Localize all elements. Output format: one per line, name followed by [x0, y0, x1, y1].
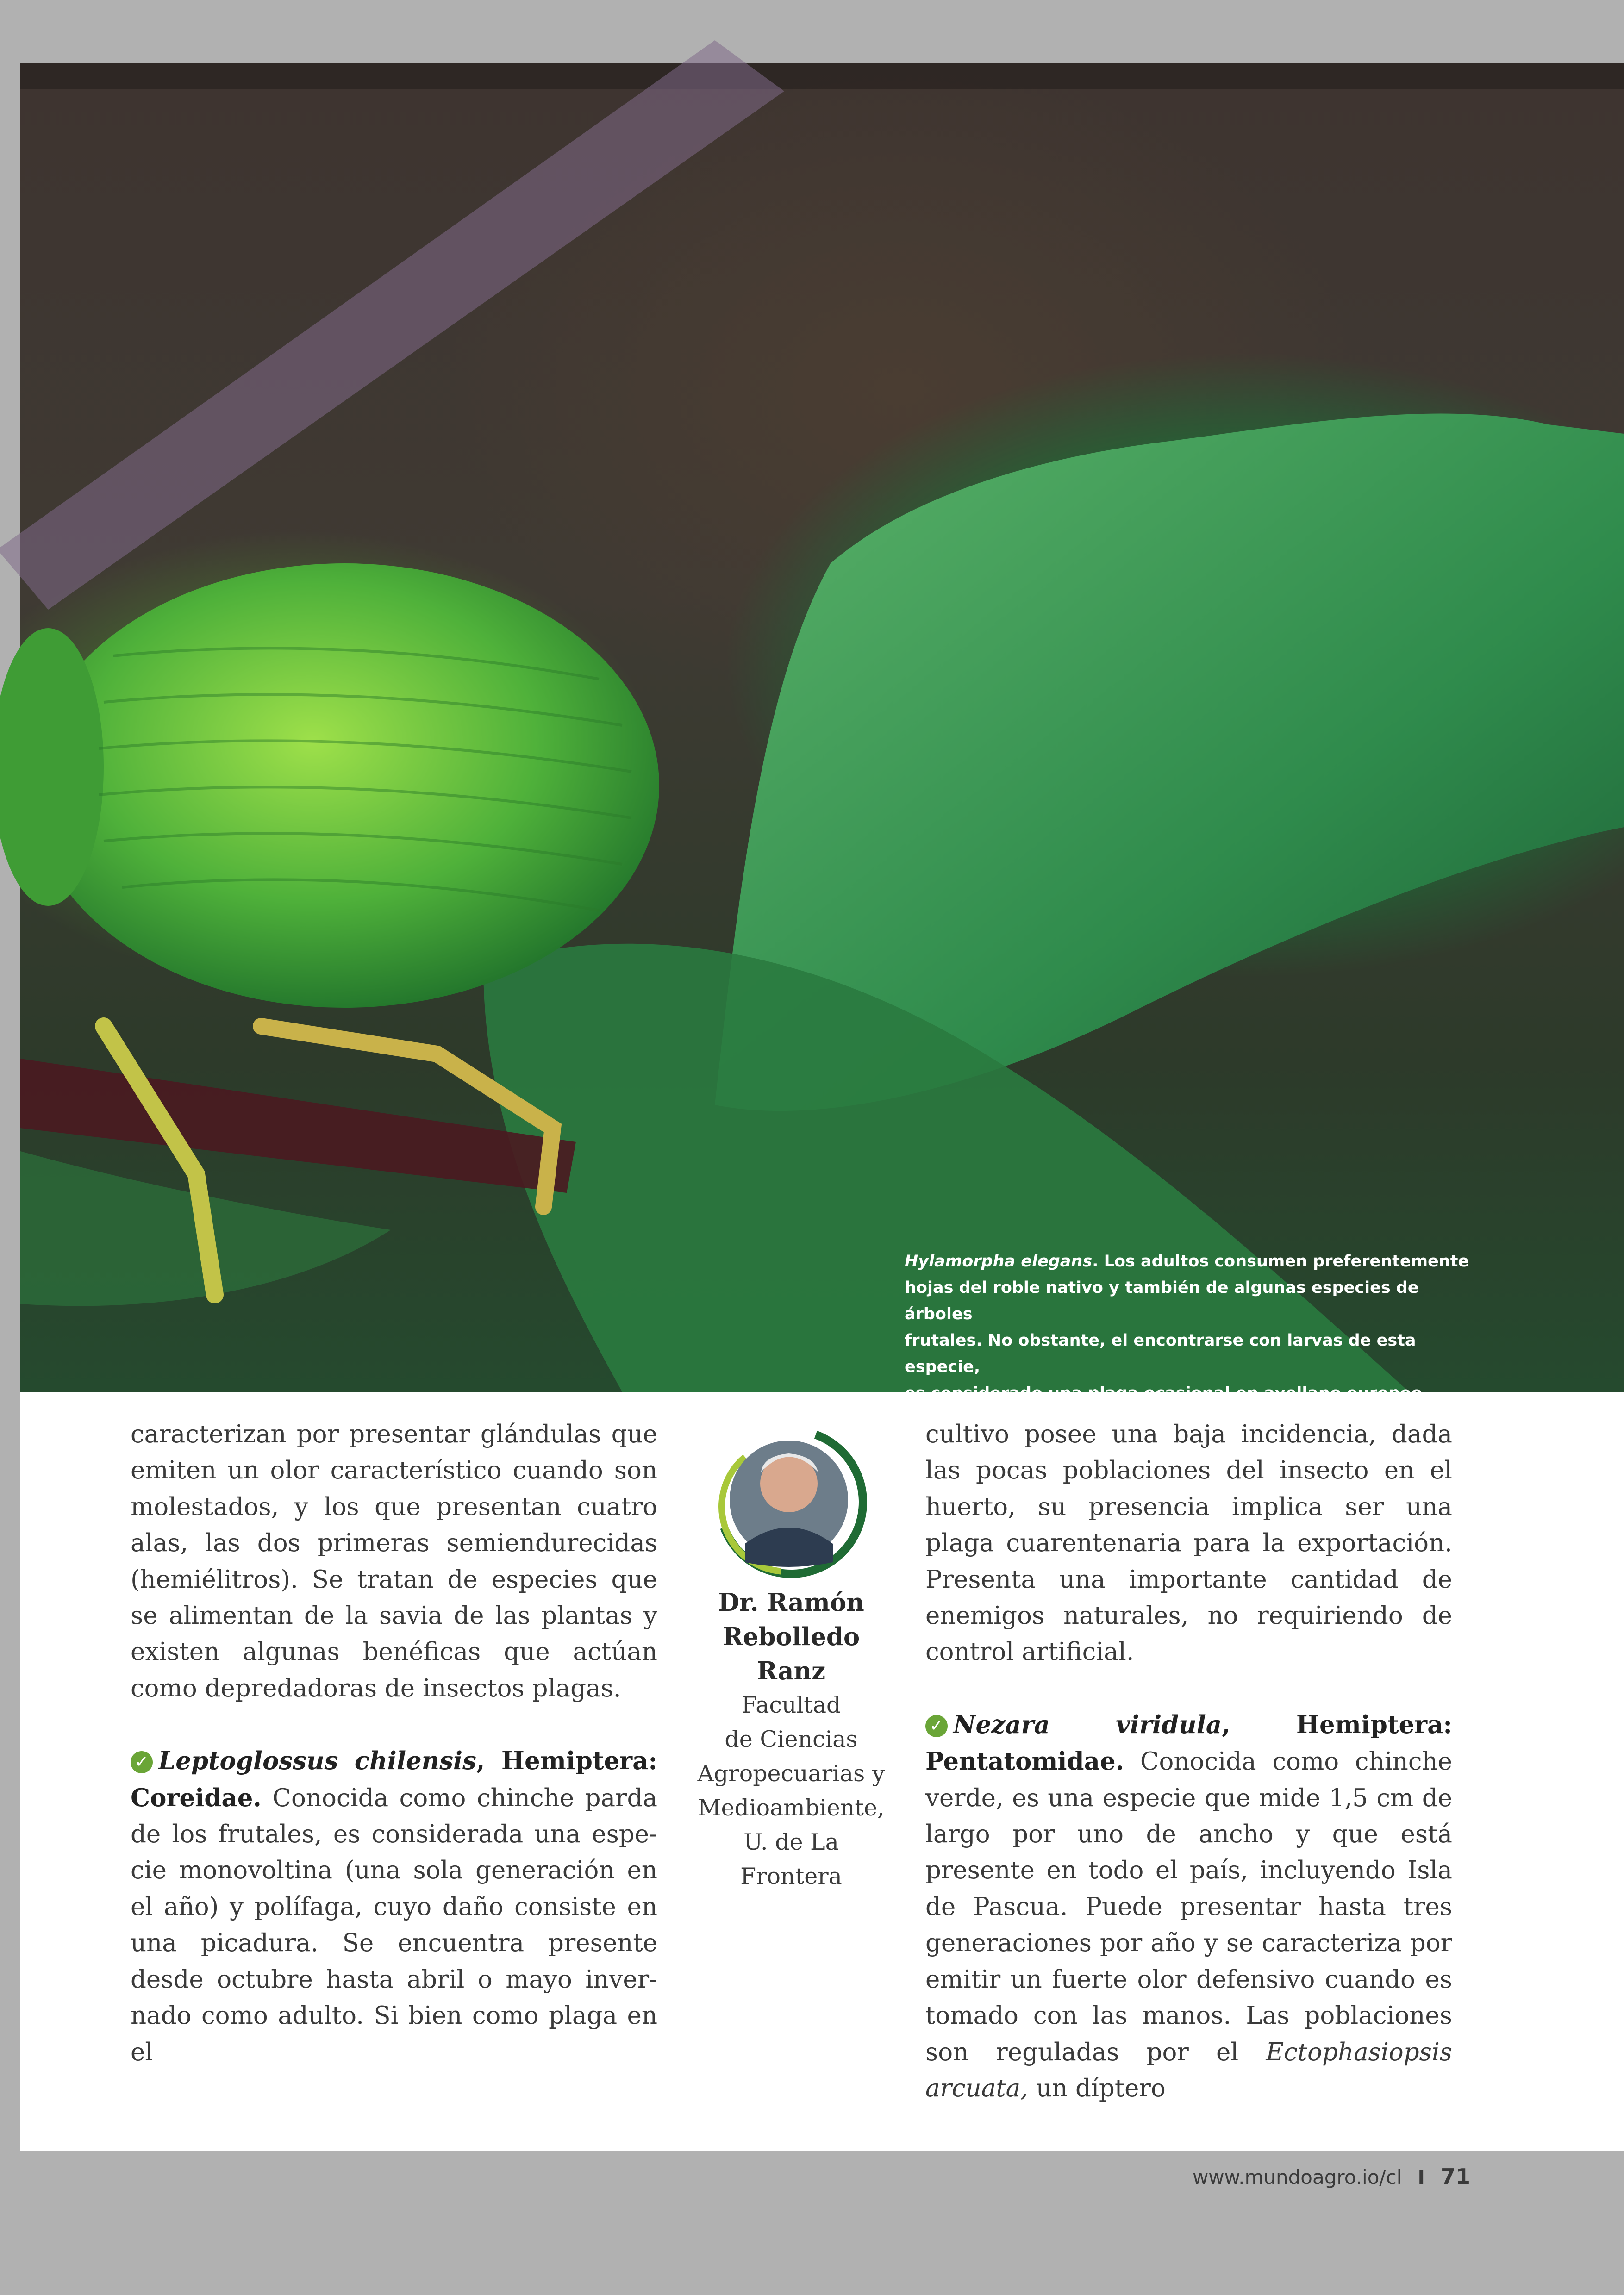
caption-line: . Los adultos consumen preferentemente	[1092, 1252, 1469, 1271]
species-family: Coreidae.	[131, 1783, 262, 1812]
author-affiliation	[690, 1688, 893, 1894]
paragraph-text: Conocida como chinche parda de los frutales, es considerada una especie monovoltina (una sola generación en el año) y polífaga, cuyo daño consiste en una picadura. Se encuentra presente desde octubre hasta abril o mayo invernado como adulto. Si bien como plaga en el	[131, 1784, 657, 2066]
author-photo	[703, 1423, 879, 1581]
paragraph-text: un díptero	[1028, 2074, 1166, 2102]
paragraph-text: Conocida como chinche verde, es una especie que mide 1,5 cm de largo por uno de ancho y que está presente en todo el país, incluyendo Isla de Pascua. Puede presentar hasta tres generaciones por año y se caracteriza por emitir un fuerte olor defensivo cuando es tomado con las manos. Las poblaciones son reguladas por el	[925, 1747, 1452, 2066]
caption-line: hojas del roble nativo y también de algunas especies de árboles	[905, 1278, 1419, 1323]
affiliation-line: U. de La Frontera	[740, 1829, 842, 1890]
beetle-photo	[20, 63, 1624, 1403]
species-name: Nezara viridula	[953, 1710, 1222, 1739]
check-circle-icon: ✓	[131, 1751, 153, 1773]
paragraph-nezara	[925, 1707, 1452, 2107]
check-circle-icon: ✓	[925, 1715, 948, 1737]
paragraph-leptoglossus	[131, 1743, 657, 2070]
author-name	[690, 1585, 893, 1688]
affiliation-line: Facultad	[741, 1692, 841, 1718]
author-name-line: Dr. Ramón	[718, 1588, 864, 1617]
author-name-line: Rebolledo Ranz	[722, 1622, 860, 1685]
article-column-right	[925, 1416, 1452, 2107]
photo-caption	[905, 1248, 1488, 1407]
affiliation-line: Agropecuarias y	[697, 1760, 885, 1787]
author-box	[690, 1423, 893, 1894]
page-footer	[1193, 2163, 1470, 2191]
paragraph: cultivo posee una baja incidencia, dada las pocas poblaciones del insecto en el huerto, su presencia implica ser una plaga cuarentenaria para la exportación. Presenta una importante cantidad de enemigos naturales, no requiriendo de control artificial.	[925, 1420, 1452, 1666]
species-order: , Hemiptera:	[476, 1746, 657, 1776]
species-order: , Hemiptera:	[1222, 1710, 1452, 1739]
affiliation-line: Medioambiente,	[698, 1795, 885, 1821]
paragraph: caracterizan por presentar glándulas que emiten un olor característico cuando son molestados, y los que presentan cuatro alas, las dos primeras semiendurecidas (hemiélitros). Se tratan de especies que se alimentan de la savia de las plantas y existen algunas benéficas que actúan como depredadoras de insectos plagas.	[131, 1420, 657, 1703]
species-family: Pentatomidae.	[925, 1747, 1124, 1776]
caption-line: frutales. No obstante, el encontrarse con larvas de esta especie,	[905, 1331, 1416, 1376]
caption-line: es considerado una plaga ocasional en avellano europeo.	[905, 1384, 1429, 1403]
caption-species: Hylamorpha elegans	[905, 1252, 1093, 1271]
species-name: Ectophasiopsis arcuata,	[925, 2038, 1452, 2102]
footer-url[interactable]: www.mundoagro.io/cl	[1192, 2166, 1402, 2189]
footer-separator: I	[1418, 2166, 1425, 2189]
page-number: 71	[1440, 2164, 1470, 2189]
affiliation-line: de Ciencias	[725, 1726, 858, 1752]
species-name: Leptoglossus chilensis	[158, 1746, 477, 1776]
article-column-left	[131, 1416, 657, 2070]
photo-illustration	[20, 63, 1624, 1392]
